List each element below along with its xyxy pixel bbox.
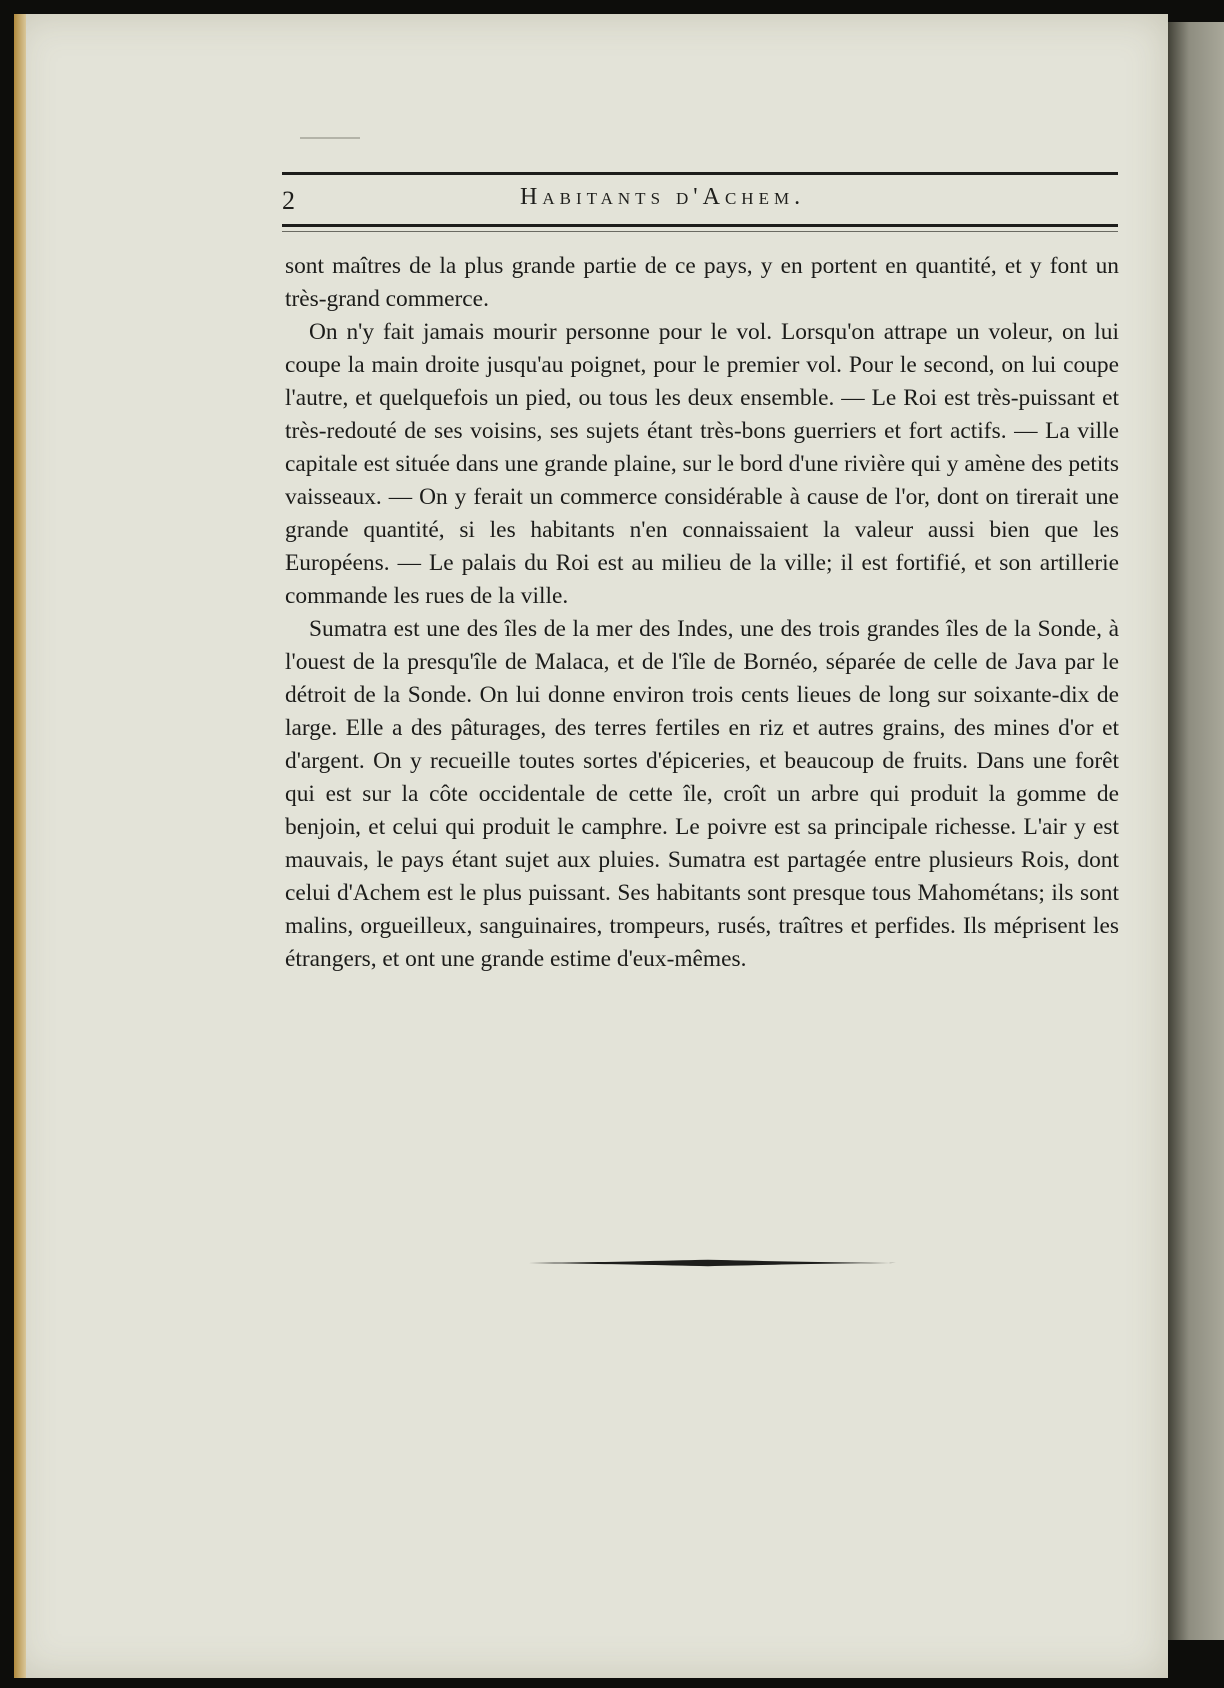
- ink-smudge: [300, 137, 360, 139]
- end-ornament-rule: [520, 1259, 896, 1267]
- body-text: [285, 250, 1119, 976]
- paragraph-continuation: sont maîtres de la plus grande partie de ce pays, y en portent en quantité, et y font un très-grand commerce.: [285, 253, 1119, 312]
- page-gutter-edge: [14, 14, 26, 1678]
- header-rule-top: [282, 172, 1118, 175]
- paragraph-sumatra: Sumatra est une des îles de la mer des Indes, une des trois grandes îles de la Sonde, à l'ouest de la presqu'île de Malaca, et de l'île de Bornéo, séparée de celle de Java par le détroit de la Sonde. On lui donne environ trois cents lieues de long sur soixante-dix de large. Elle a des pâturages, des terres fertiles en riz et autres grains, des mines d'or et d'argent. On y recueille toutes sortes d'épiceries, et beaucoup de fruits. Dans une forêt qui est sur la côte occidentale de cette île, croît un arbre qui produit la gomme de benjoin, et celui qui produit le camphre. Le poivre est sa principale richesse. L'air y est mauvais, le pays étant sujet aux pluies. Sumatra est partagée entre plusieurs Rois, dont celui d'Achem est le plus puissant. Ses habitants sont presque tous Mahométans; ils sont malins, orgueilleux, sanguinaires, trompeurs, rusés, traîtres et perfides. Ils méprisent les étrangers, et ont une grande estime d'eux-mêmes.: [285, 616, 1119, 972]
- running-head: Habitants d'Achem.: [520, 184, 806, 210]
- header-rule-bottom-thin: [282, 231, 1118, 232]
- background-shadow: [1166, 1640, 1224, 1688]
- next-page-edge: [1166, 22, 1224, 1672]
- paragraph-theft-punishment: On n'y fait jamais mourir personne pour le vol. Lorsqu'on attrape un voleur, on lui coupe la main droite jusqu'au poignet, pour le premier vol. Pour le second, on lui coupe l'autre, et quelquefois un pied, ou tous les deux ensemble. — Le Roi est très-puissant et très-redouté de ses voisins, ses sujets étant très-bons guerriers et fort actifs. — La ville capitale est située dans une grande plaine, sur le bord d'une rivière qui y amène des petits vaisseaux. — On y ferait un commerce considérable à cause de l'or, dont on tirerait une grande quantité, si les habitants n'en connaissaient la valeur aussi bien que les Européens. — Le palais du Roi est au milieu de la ville; il est fortifié, et son artillerie commande les rues de la ville.: [285, 319, 1119, 609]
- page-number: 2: [282, 186, 295, 215]
- header-rule-bottom: [282, 224, 1118, 227]
